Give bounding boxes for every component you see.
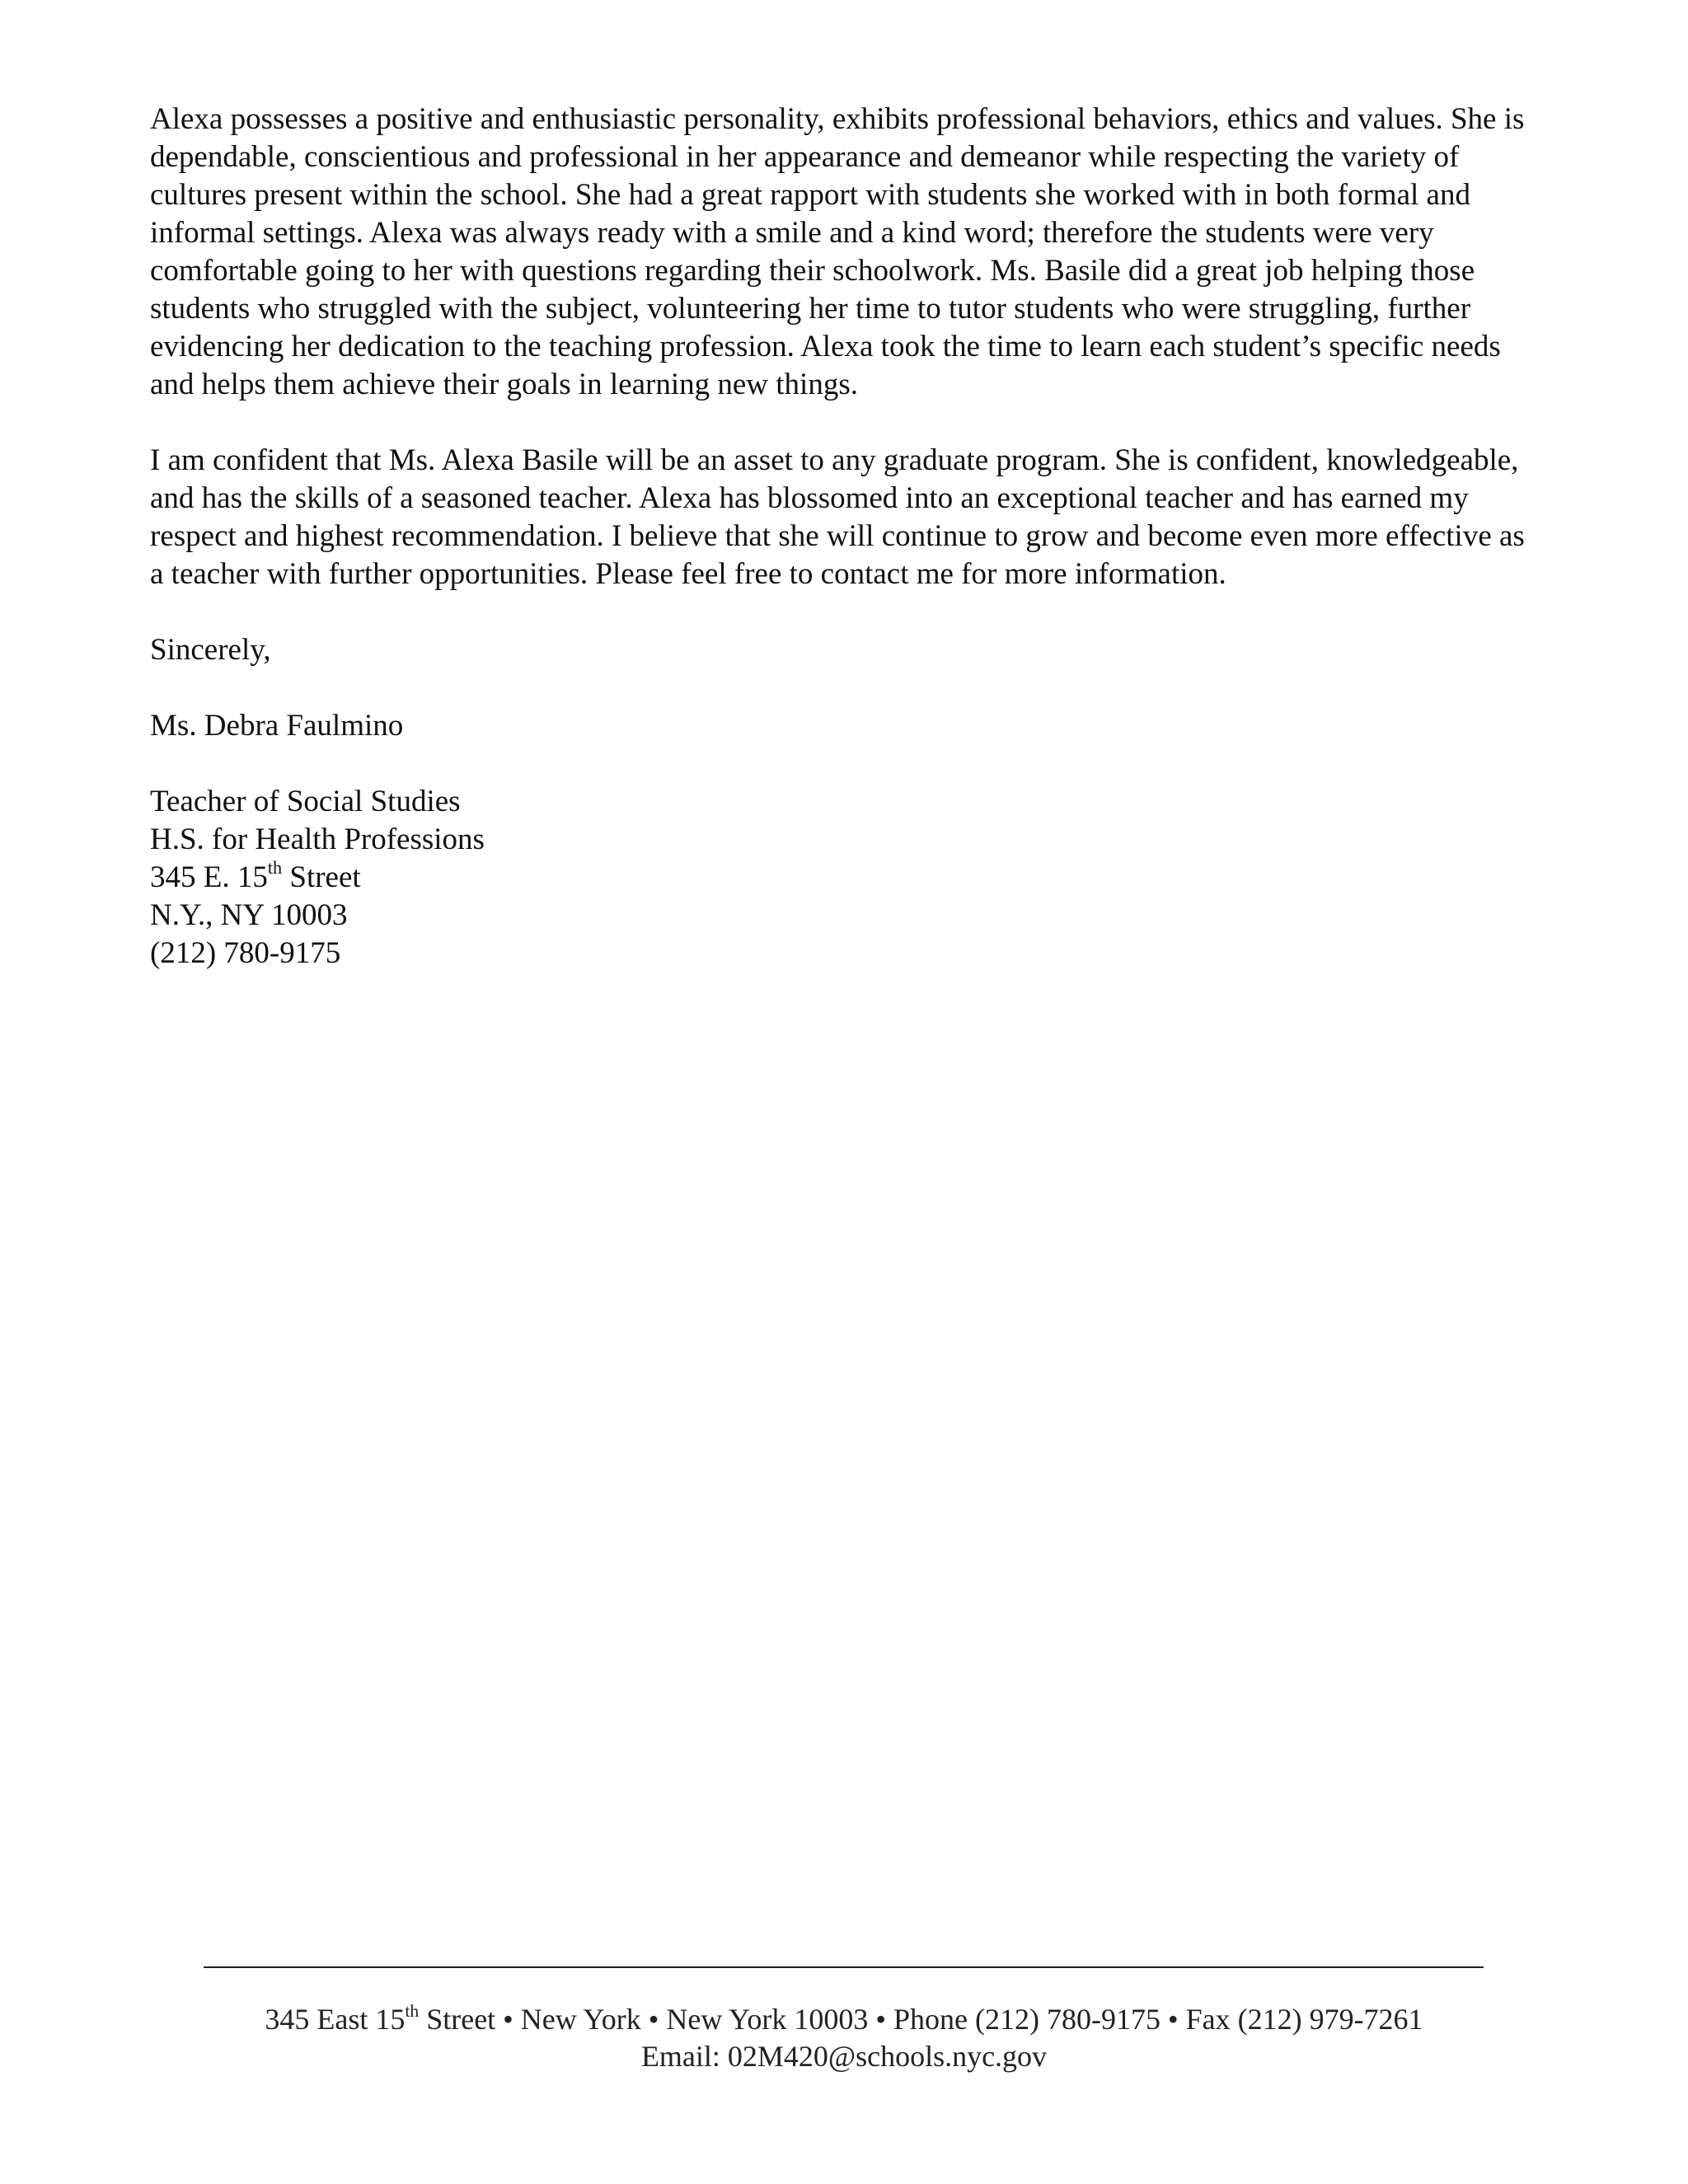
- signer-phone: (212) 780-9175: [150, 936, 341, 970]
- street-name: Street: [282, 860, 361, 894]
- footer-address-number: 345 East 15: [265, 2003, 406, 2036]
- paragraph-2: I am confident that Ms. Alexa Basile will be an asset to any graduate program. She is confident, knowledgeable, and has the skills of a seasoned teacher. Alexa has blossomed into an exceptional teacher and has earned my respect and highest recommendation. I believe that she will continue to grow and become even more effective as a teacher with further opportunities. Please feel free to contact me for more information.: [150, 443, 1525, 591]
- closing: Sincerely,: [150, 633, 271, 667]
- signer-title: Teacher of Social Studies: [150, 785, 461, 818]
- signer-school: H.S. for Health Professions: [150, 823, 485, 856]
- paragraph-1: Alexa possesses a positive and enthusiastic personality, exhibits professional behaviors, ethics and values. She is dependable, conscientious and professional in her appearance and demeanor while respecting the variety of cultures present within the school. She had a great rapport with students she worked with in both formal and informal settings. Alexa was always ready with a smile and a kind word; therefore the students were very comfortable going to her with questions regarding their schoolwork. Ms. Basile did a great job helping those students who struggled with the subject, volunteering her time to tutor students who were struggling, further evidencing her dedication to the teaching profession. Alexa took the time to learn each student’s specific needs and helps them achieve their goals in learning new things.: [150, 102, 1525, 401]
- signer-street: [150, 859, 1543, 897]
- signature-block: [150, 783, 1543, 972]
- letterhead-footer: [124, 2001, 1564, 2075]
- street-number: 345 E. 15: [150, 860, 268, 894]
- footer-address: [124, 2001, 1564, 2038]
- footer-address-ordinal: th: [405, 2000, 420, 2021]
- street-ordinal: th: [267, 857, 283, 879]
- footer-address-rest: Street • New York • New York 10003 • Phone (212) 780-9175 • Fax (212) 979-7261: [419, 2003, 1423, 2036]
- signer-name: Ms. Debra Faulmino: [150, 709, 404, 743]
- footer-divider: [204, 1966, 1484, 1968]
- footer-email: Email: 02M420@schools.nyc.gov: [640, 2040, 1048, 2073]
- letter-body: [150, 101, 1543, 972]
- signer-city: N.Y., NY 10003: [150, 898, 348, 932]
